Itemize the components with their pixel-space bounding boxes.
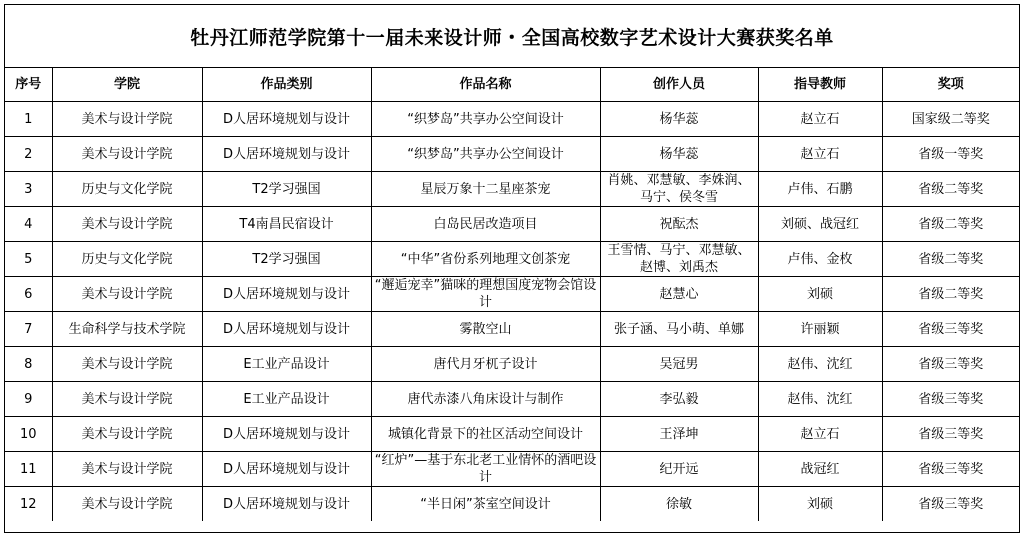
cell-advisors: 赵立石	[758, 102, 882, 137]
cell-category: E工业产品设计	[202, 382, 371, 417]
cell-college: 美术与设计学院	[52, 137, 202, 172]
cell-creators: 祝酝杰	[600, 207, 758, 242]
table-row	[5, 417, 1019, 452]
cell-creators: 李弘毅	[600, 382, 758, 417]
cell-category: T2学习强国	[202, 242, 371, 277]
cell-college: 美术与设计学院	[52, 277, 202, 312]
cell-creators: 徐敏	[600, 487, 758, 522]
cell-award: 省级三等奖	[882, 347, 1019, 382]
cell-award: 省级一等奖	[882, 137, 1019, 172]
cell-work-name: 唐代赤漆八角床设计与制作	[371, 382, 600, 417]
cell-award: 省级三等奖	[882, 312, 1019, 347]
cell-category: D人居环境规划与设计	[202, 417, 371, 452]
cell-index: 2	[5, 137, 52, 172]
header-cell-advisors: 指导教师	[758, 68, 882, 102]
cell-advisors: 卢伟、金枚	[758, 242, 882, 277]
cell-award: 省级二等奖	[882, 207, 1019, 242]
table-header-row	[5, 68, 1019, 102]
cell-advisors: 刘硕	[758, 487, 882, 522]
cell-advisors: 卢伟、石鹏	[758, 172, 882, 207]
cell-index: 4	[5, 207, 52, 242]
table-row	[5, 207, 1019, 242]
cell-category: E工业产品设计	[202, 347, 371, 382]
cell-award: 省级二等奖	[882, 277, 1019, 312]
table-row	[5, 102, 1019, 137]
cell-index: 11	[5, 452, 52, 487]
cell-college: 美术与设计学院	[52, 347, 202, 382]
table-row	[5, 277, 1019, 312]
header-cell-work-name: 作品名称	[371, 68, 600, 102]
cell-creators: 赵慧心	[600, 277, 758, 312]
cell-award: 省级三等奖	[882, 417, 1019, 452]
table-row	[5, 137, 1019, 172]
cell-award: 省级二等奖	[882, 172, 1019, 207]
cell-index: 3	[5, 172, 52, 207]
cell-advisors: 赵立石	[758, 137, 882, 172]
header-cell-creators: 创作人员	[600, 68, 758, 102]
cell-advisors: 战冠红	[758, 452, 882, 487]
cell-college: 美术与设计学院	[52, 207, 202, 242]
cell-college: 历史与文化学院	[52, 242, 202, 277]
cell-creators: 王雪情、马宁、邓慧敏、赵博、刘禹杰	[600, 242, 758, 277]
cell-category: D人居环境规划与设计	[202, 137, 371, 172]
cell-creators: 纪开远	[600, 452, 758, 487]
cell-advisors: 赵立石	[758, 417, 882, 452]
cell-work-name: 星辰万象十二星座茶宠	[371, 172, 600, 207]
cell-college: 历史与文化学院	[52, 172, 202, 207]
cell-creators: 肖姚、邓慧敏、李姝润、马宁、侯冬雪	[600, 172, 758, 207]
cell-work-name: 雾散空山	[371, 312, 600, 347]
cell-work-name: “织梦岛”共享办公空间设计	[371, 102, 600, 137]
cell-index: 12	[5, 487, 52, 522]
cell-award: 省级三等奖	[882, 452, 1019, 487]
cell-college: 生命科学与技术学院	[52, 312, 202, 347]
cell-creators: 杨华蕊	[600, 137, 758, 172]
table-row	[5, 172, 1019, 207]
cell-creators: 吴冠男	[600, 347, 758, 382]
cell-creators: 王泽坤	[600, 417, 758, 452]
cell-category: D人居环境规划与设计	[202, 102, 371, 137]
cell-award: 省级三等奖	[882, 487, 1019, 522]
cell-work-name: “织梦岛”共享办公空间设计	[371, 137, 600, 172]
page-title: 牡丹江师范学院第十一届未来设计师・全国高校数字艺术设计大赛获奖名单	[5, 5, 1019, 68]
cell-advisors: 赵伟、沈红	[758, 382, 882, 417]
cell-category: D人居环境规划与设计	[202, 312, 371, 347]
cell-category: D人居环境规划与设计	[202, 487, 371, 522]
cell-advisors: 赵伟、沈红	[758, 347, 882, 382]
table-row	[5, 242, 1019, 277]
cell-creators: 张子涵、马小萌、单娜	[600, 312, 758, 347]
cell-college: 美术与设计学院	[52, 102, 202, 137]
header-cell-category: 作品类别	[202, 68, 371, 102]
cell-college: 美术与设计学院	[52, 417, 202, 452]
table-row	[5, 487, 1019, 522]
header-cell-award: 奖项	[882, 68, 1019, 102]
cell-index: 9	[5, 382, 52, 417]
cell-creators: 杨华蕊	[600, 102, 758, 137]
cell-category: T4南昌民宿设计	[202, 207, 371, 242]
cell-advisors: 许丽颖	[758, 312, 882, 347]
cell-advisors: 刘硕	[758, 277, 882, 312]
cell-index: 1	[5, 102, 52, 137]
cell-work-name: “红炉”—基于东北老工业情怀的酒吧设计	[371, 452, 600, 487]
table-row	[5, 312, 1019, 347]
header-cell-index: 序号	[5, 68, 52, 102]
cell-work-name: “中华”省份系列地理文创茶宠	[371, 242, 600, 277]
cell-work-name: 城镇化背景下的社区活动空间设计	[371, 417, 600, 452]
cell-work-name: “半日闲”茶室空间设计	[371, 487, 600, 522]
cell-college: 美术与设计学院	[52, 452, 202, 487]
cell-work-name: “邂逅宠幸”猫咪的理想国度宠物会馆设计	[371, 277, 600, 312]
table-row	[5, 382, 1019, 417]
award-table	[5, 68, 1019, 521]
cell-index: 8	[5, 347, 52, 382]
cell-category: D人居环境规划与设计	[202, 452, 371, 487]
cell-category: D人居环境规划与设计	[202, 277, 371, 312]
cell-award: 省级三等奖	[882, 382, 1019, 417]
award-list-sheet	[4, 4, 1020, 533]
cell-college: 美术与设计学院	[52, 382, 202, 417]
cell-index: 5	[5, 242, 52, 277]
cell-advisors: 刘硕、战冠红	[758, 207, 882, 242]
cell-award: 国家级二等奖	[882, 102, 1019, 137]
table-row	[5, 347, 1019, 382]
header-cell-college: 学院	[52, 68, 202, 102]
cell-index: 7	[5, 312, 52, 347]
cell-award: 省级二等奖	[882, 242, 1019, 277]
cell-index: 10	[5, 417, 52, 452]
cell-category: T2学习强国	[202, 172, 371, 207]
cell-work-name: 唐代月牙杌子设计	[371, 347, 600, 382]
table-row	[5, 452, 1019, 487]
cell-college: 美术与设计学院	[52, 487, 202, 522]
cell-work-name: 白岛民居改造项目	[371, 207, 600, 242]
cell-index: 6	[5, 277, 52, 312]
